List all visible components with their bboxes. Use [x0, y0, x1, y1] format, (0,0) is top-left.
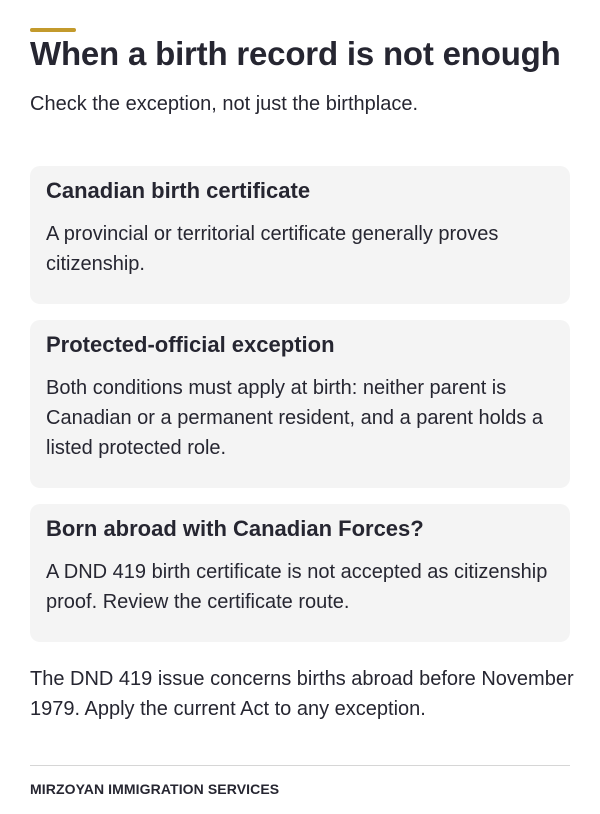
card-protected-official-exception — [30, 320, 570, 488]
page-title: When a birth record is not enough — [30, 35, 561, 72]
card-body: A DND 419 birth certificate is not accepted as citizenship proof. Review the certificate route. — [46, 561, 548, 613]
accent-bar — [30, 28, 76, 32]
card-body: Both conditions must apply at birth: neither parent is Canadian or a permanent resident, and a parent holds a listed protected role. — [46, 377, 544, 459]
page-subtitle: Check the exception, not just the birthplace. — [30, 93, 419, 115]
footer-brand: MIRZOYAN IMMIGRATION SERVICES — [30, 781, 280, 797]
card-canadian-birth-certificate — [30, 166, 570, 304]
card-title: Protected-official exception — [46, 332, 335, 357]
card-body: A provincial or territorial certificate generally proves citizenship. — [46, 223, 499, 275]
card-title: Born abroad with Canadian Forces? — [46, 516, 424, 541]
card-born-abroad-canadian-forces — [30, 504, 570, 642]
footer-divider — [30, 765, 570, 766]
footnote: The DND 419 issue concerns births abroad before November 1979. Apply the current Act to any exception. — [30, 668, 574, 720]
card-title: Canadian birth certificate — [46, 178, 311, 203]
